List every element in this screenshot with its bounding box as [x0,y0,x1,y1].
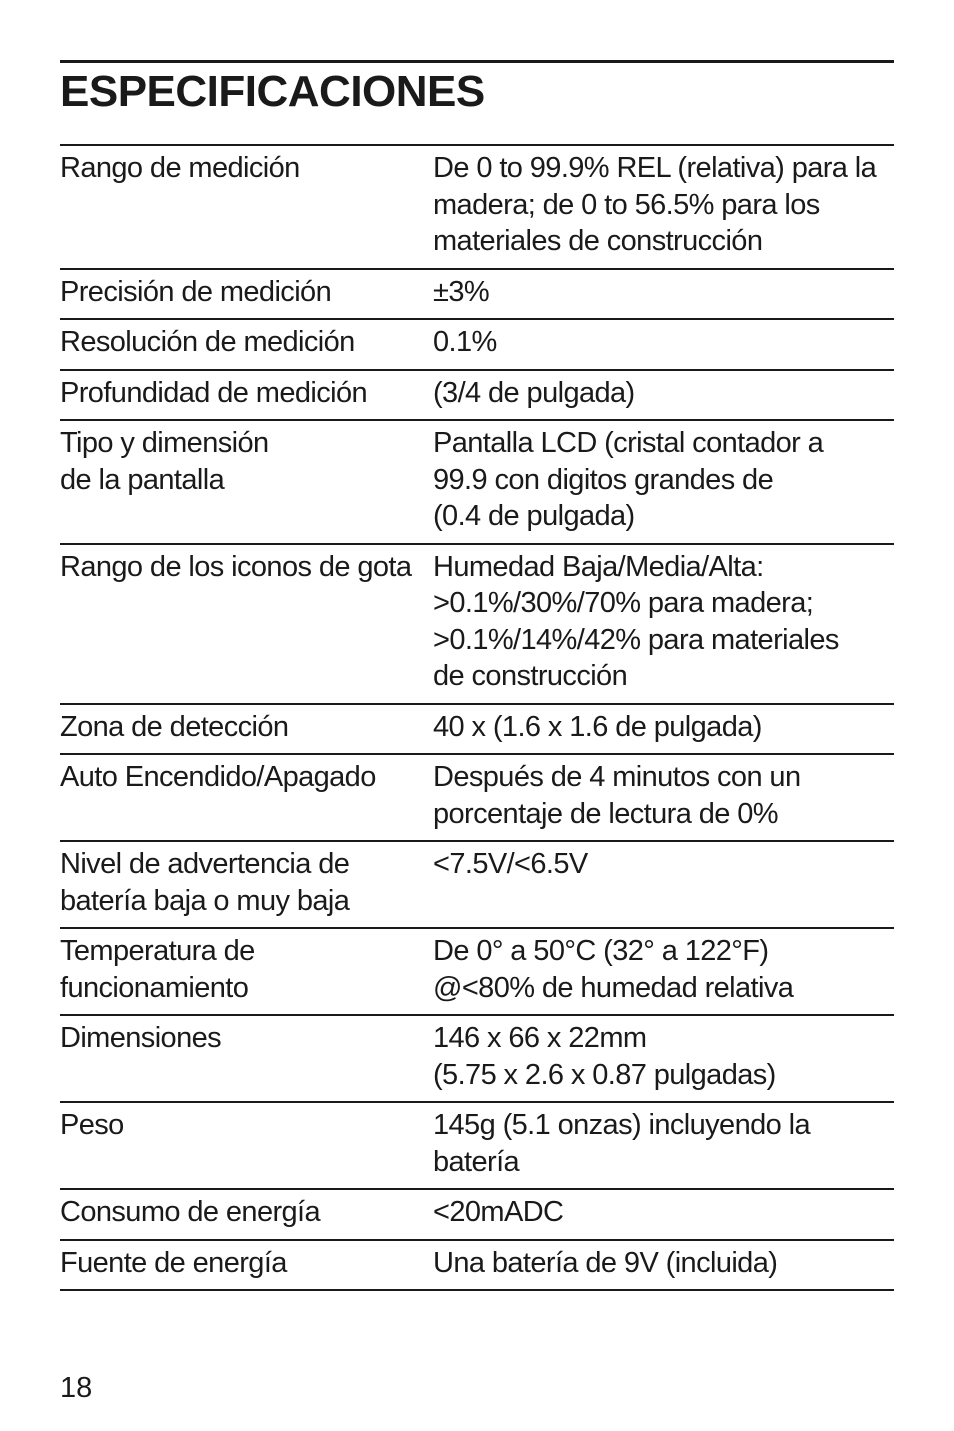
page-number: 18 [60,1372,93,1404]
spec-label: Tipo y dimensión de la pantalla [60,427,269,496]
spec-row [60,318,894,369]
spec-value: De 0 to 99.9% REL (relativa) para la madera; de 0 to 56.5% para los materiales de construcción [433,152,877,257]
spec-row [60,703,894,754]
spec-label: Rango de medición [60,152,300,184]
spec-row [60,927,894,1014]
spec-row [60,753,894,840]
spec-row [60,1188,894,1239]
spec-label: Profundidad de medición [60,376,368,409]
spec-table [60,144,894,1291]
spec-value: ±3% [433,275,490,308]
spec-row [60,1101,894,1188]
spec-row [60,369,894,420]
spec-value: <7.5V/<6.5V [433,848,588,880]
spec-row [60,1014,894,1101]
page-title: ESPECIFICACIONES [60,67,485,116]
spec-row [60,419,894,543]
spec-label: Consumo de energía [60,1196,321,1228]
spec-value: Humedad Baja/Media/Alta: >0.1%/30%/70% para madera; >0.1%/14%/42% para materiales de construcción [433,550,839,692]
spec-label: Resolución de medición [60,326,355,358]
spec-value: 145g (5.1 onzas) incluyendo la batería [433,1109,810,1178]
spec-row [60,144,894,268]
spec-value: Pantalla LCD (cristal contador a 99.9 con digitos grandes de (0.4 de pulgada) [433,427,824,532]
spec-label: Rango de los iconos de gota [60,550,412,583]
spec-label: Zona de detección [60,710,289,743]
spec-label: Nivel de advertencia de batería baja o muy baja [60,848,350,917]
spec-row [60,268,894,319]
spec-row [60,840,894,927]
spec-value: 40 x (1.6 x 1.6 de pulgada) [433,710,762,743]
spec-label: Peso [60,1109,124,1141]
spec-label: Temperatura de funcionamiento [60,935,255,1004]
spec-value: (3/4 de pulgada) [433,376,635,409]
spec-value: 0.1% [433,326,497,358]
spec-value: <20mADC [433,1196,564,1228]
spec-label: Fuente de energía [60,1246,287,1279]
spec-row [60,543,894,703]
spec-value: 146 x 66 x 22mm (5.75 x 2.6 x 0.87 pulgadas) [433,1022,776,1091]
spec-value: Después de 4 minutos con un porcentaje de lectura de 0% [433,761,801,830]
spec-label: Dimensiones [60,1022,222,1054]
spec-row [60,1239,894,1292]
spec-value: De 0° a 50°C (32° a 122°F) @<80% de humedad relativa [433,935,794,1004]
spec-label: Auto Encendido/Apagado [60,761,376,793]
spec-label: Precisión de medición [60,275,332,308]
spec-value: Una batería de 9V (incluida) [433,1246,778,1279]
top-rule [60,60,894,63]
